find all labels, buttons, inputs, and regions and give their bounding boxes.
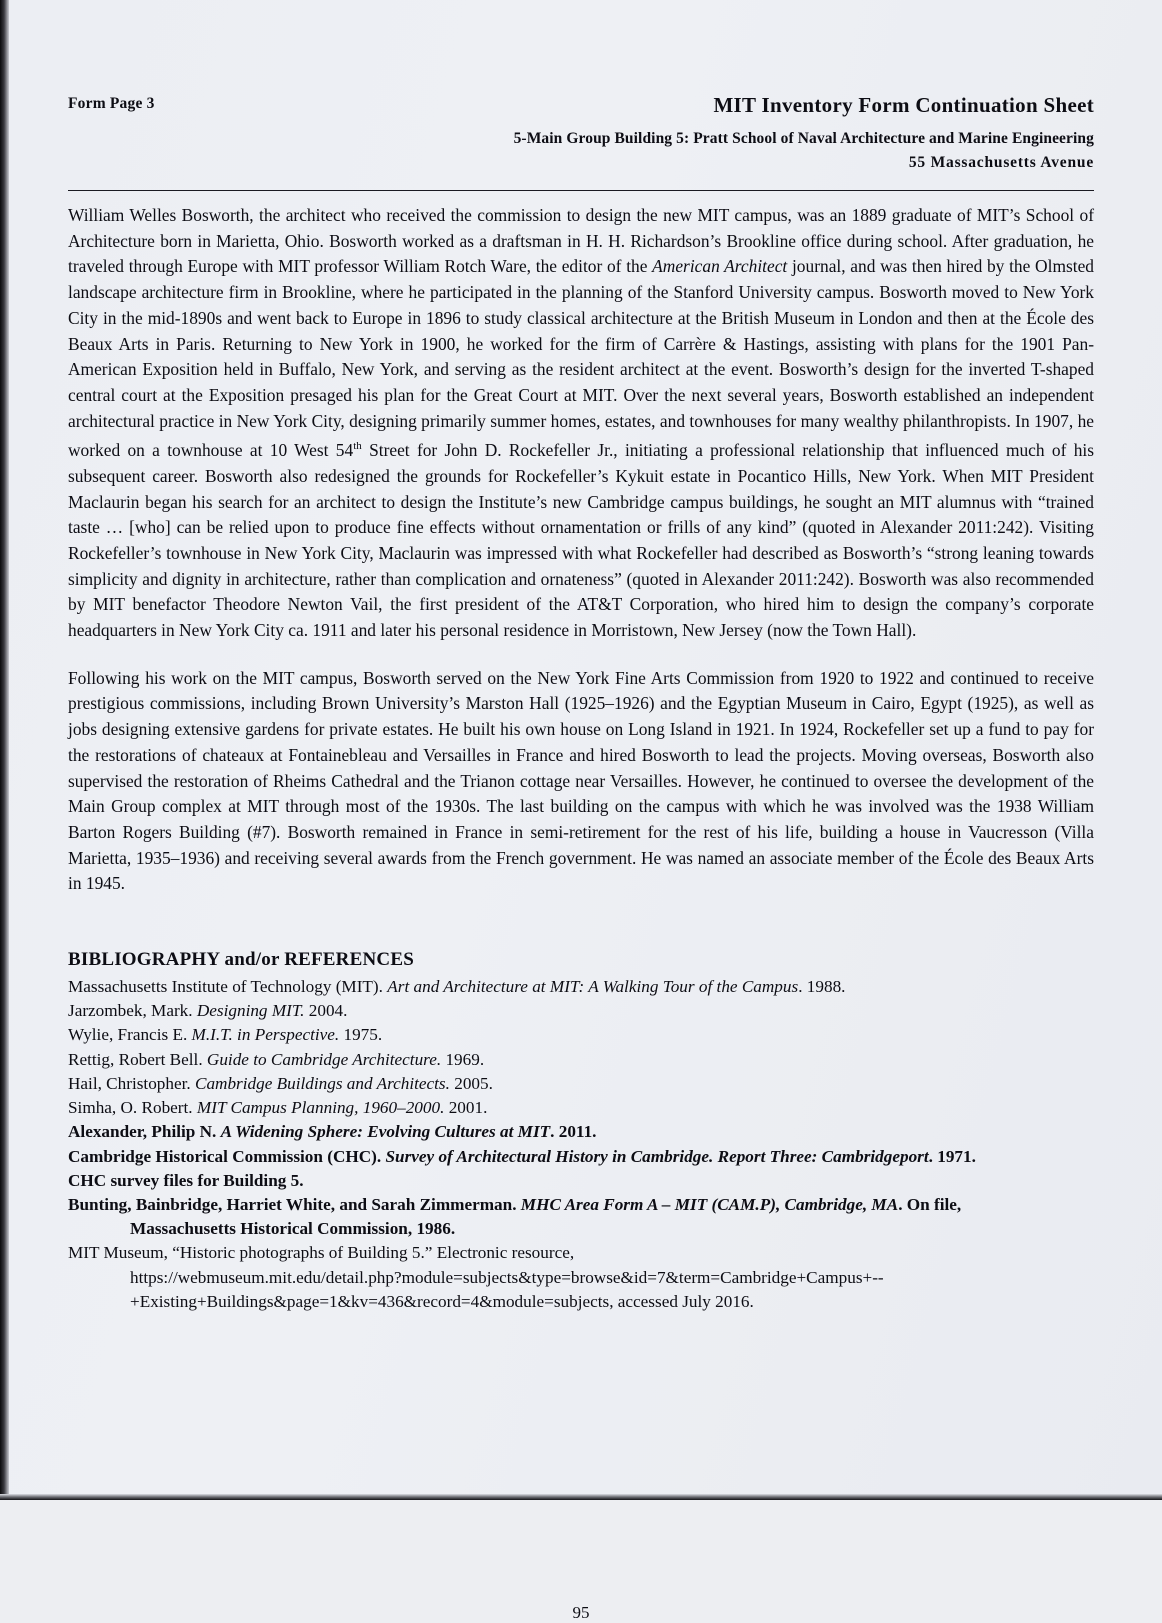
bibliography-heading: BIBLIOGRAPHY and/or REFERENCES xyxy=(68,949,414,971)
bibliography-list xyxy=(68,975,1094,1314)
bib-pre: Wylie, Francis E. xyxy=(68,1025,192,1045)
bib-pre: Bunting, Bainbridge, Harriet White, and Sarah Zimmerman. xyxy=(68,1194,521,1214)
bib-title: MHC Area Form A – MIT (CAM.P), Cambridge, MA xyxy=(520,1194,899,1214)
bib-post: . 1988. xyxy=(798,977,846,997)
para1-part-b: journal, and was then hired by the Olmsted landscape architecture firm in Brookline, where he participated in the planning of the Stanford University campus. Bosworth moved to New York City in the mid-1890s and went back to Europe in 1896 to study classical architecture at the British Museum in London and then at the École des Beaux Arts in Paris. Returning to New York in 1900, he worked for the firm of Carrère & Hastings, assisting with plans for the 1901 Pan-American Exposition held in Buffalo, New York, and serving as the resident architect at the event. Bosworth’s design for the inverted T-shaped central court at the Exposition presaged his plan for the Great Court at MIT. Over the next several years, Bosworth established an independent architectural practice in New York City, designing primarily summer homes, estates, and townhouses for many wealthy philanthropists. In 1907, he worked on a townhouse at 10 West 54 xyxy=(68,256,1094,461)
bib-pre: Simha, O. Robert. xyxy=(68,1098,197,1118)
list-item xyxy=(68,999,1094,1023)
paragraph-bosworth-biography xyxy=(68,203,1094,644)
bib-title: Designing MIT. xyxy=(196,1001,305,1021)
bib-title: Cambridge Buildings and Architects. xyxy=(194,1073,450,1093)
scan-edge-bottom xyxy=(0,1494,1162,1500)
page-number: 95 xyxy=(572,1603,590,1622)
bib-pre: Rettig, Robert Bell. xyxy=(68,1049,207,1069)
para1-part-a: William Welles Bosworth, the architect who received the commission to design the new MIT campus, was an 1889 graduate of MIT’s School of Architecture born in Marietta, Ohio. Bosworth worked as a draftsman in H. H. Richardson’s Brookline office during school. After graduation, he traveled through Europe with MIT professor William Rotch Ware, the editor of the xyxy=(68,205,1094,277)
list-item xyxy=(68,1120,1094,1144)
list-item xyxy=(68,1145,1094,1169)
bib-post: 2005. xyxy=(449,1073,493,1093)
bib-url-continued: +Existing+Buildings&page=1&kv=436&record=4&module=subjects, accessed July 2016. xyxy=(130,1291,754,1311)
bib-title: Art and Architecture at MIT: A Walking Tour of the Campus xyxy=(387,977,799,997)
document-body xyxy=(68,203,1094,1622)
header-subtitle-address: 55 Massachusetts Avenue xyxy=(908,154,1094,171)
bib-pre: Massachusetts Historical Commission, 1986. xyxy=(130,1219,456,1239)
list-item xyxy=(68,1023,1094,1047)
bib-post: 2004. xyxy=(304,1001,348,1021)
list-item xyxy=(68,1072,1094,1096)
scan-edge-left xyxy=(0,0,9,1500)
list-item xyxy=(68,1096,1094,1120)
form-page-label: Form Page 3 xyxy=(68,95,155,112)
list-item xyxy=(68,1169,1094,1193)
para1-italic-journal: American Architect xyxy=(652,256,788,277)
bib-pre: Alexander, Philip N. xyxy=(68,1122,221,1142)
bib-post: . 1971. xyxy=(928,1146,976,1166)
bib-title: M.I.T. in Perspective. xyxy=(191,1025,340,1045)
list-item xyxy=(68,1266,1094,1290)
list-item xyxy=(68,1217,1094,1241)
list-item xyxy=(68,1048,1094,1072)
bib-post: 1975. xyxy=(339,1025,383,1045)
header-subtitle-building: 5-Main Group Building 5: Pratt School of Naval Architecture and Marine Engineering xyxy=(513,130,1094,147)
bib-title: A Widening Sphere: Evolving Cultures at MIT xyxy=(220,1122,551,1142)
bib-post: . 2011. xyxy=(550,1122,597,1142)
list-item xyxy=(68,1193,1094,1217)
bib-pre: Jarzombek, Mark. xyxy=(68,1001,197,1021)
list-item xyxy=(68,975,1094,999)
bib-pre: Massachusetts Institute of Technology (MIT). xyxy=(68,977,388,997)
bib-post: 2001. xyxy=(444,1098,488,1118)
bib-title: Survey of Architectural History in Cambridge. Report Three: Cambridgeport xyxy=(385,1146,929,1166)
bib-pre: Cambridge Historical Commission (CHC). xyxy=(68,1146,386,1166)
paragraph-later-career: Following his work on the MIT campus, Bosworth served on the New York Fine Arts Commission from 1920 to 1922 and continued to receive prestigious commissions, including Brown University’s Marston Hall (1925–1926) and the Egyptian Museum in Cairo, Egypt (1925), as well as jobs designing extensive gardens for private estates. He built his own house on Long Island in 1921. In 1924, Rockefeller set up a fund to pay for the restorations of chateaux at Fontainebleau and Versailles in France and hired Bosworth to lead the projects. Moving overseas, Bosworth also supervised the restoration of Rheims Cathedral and the Trianon cottage near Versailles. However, he continued to oversee the development of the Main Group complex at MIT through most of the 1930s. The last building on the campus with which he was involved was the 1938 William Barton Rogers Building (#7). Bosworth remained in France in semi-retirement for the rest of his life, building a house in Vaucresson (Villa Marietta, 1935–1936) and receiving several awards from the French government. He was named an associate member of the École des Beaux Arts in 1945. xyxy=(68,667,1094,894)
page-title: MIT Inventory Form Continuation Sheet xyxy=(713,93,1094,117)
bib-title: Guide to Cambridge Architecture. xyxy=(206,1049,442,1069)
para1-superscript-th: th xyxy=(353,440,362,453)
bib-post: 1969. xyxy=(441,1049,485,1069)
header-divider xyxy=(68,190,1094,191)
bib-pre: CHC survey files for Building 5. xyxy=(68,1170,304,1190)
list-item xyxy=(68,1241,1094,1265)
list-item xyxy=(68,1290,1094,1314)
para1-part-c: Street for John D. Rockefeller Jr., initiating a professional relationship that influenced much of his subsequent career. Bosworth also redesigned the grounds for Rockefeller’s Kykuit estate in Pocantico Hills, New York. When MIT President Maclaurin began his search for an architect to design the Institute’s new Cambridge campus buildings, he sought an MIT alumnus with “trained taste … [who] can be relied upon to produce fine effects without ornamentation or frills of any kind” (quoted in Alexander 2011:242). Visiting Rockefeller’s townhouse in New York City, Maclaurin was impressed with what Rockefeller had described as Bosworth’s “strong leaning towards simplicity and dignity in architecture, rather than complication and ornateness” (quoted in Alexander 2011:242). Bosworth was also recommended by MIT benefactor Theodore Newton Vail, the first president of the AT&T Corporation, who hired him to design the company’s corporate headquarters in New York City ca. 1911 and later his personal residence in Morristown, New Jersey (now the Town Hall). xyxy=(68,440,1094,641)
bib-post: . On file, xyxy=(898,1194,962,1214)
bib-url: https://webmuseum.mit.edu/detail.php?module=subjects&type=browse&id=7&term=Cambridge+Campus+-- xyxy=(130,1267,884,1287)
page-header xyxy=(68,0,1094,185)
bib-pre: MIT Museum, “Historic photographs of Building 5.” Electronic resource, xyxy=(68,1243,575,1263)
bib-title: MIT Campus Planning, 1960–2000. xyxy=(196,1098,445,1118)
bib-pre: Hail, Christopher. xyxy=(68,1073,195,1093)
